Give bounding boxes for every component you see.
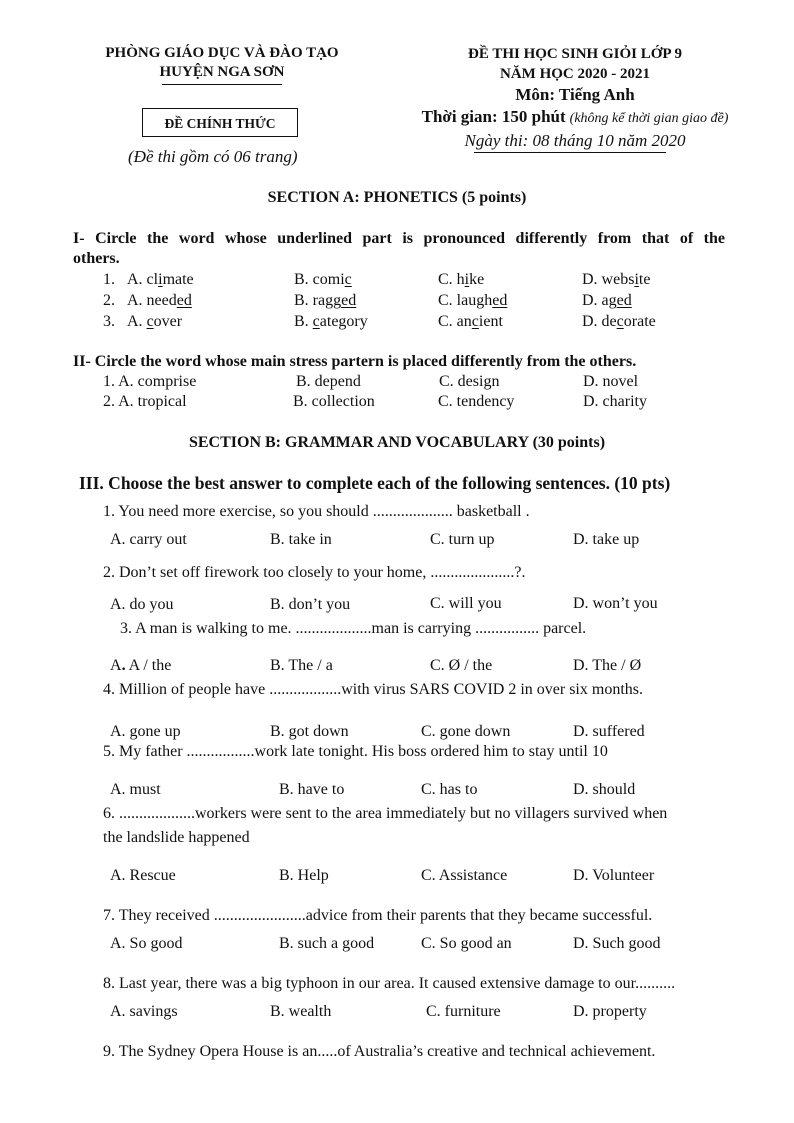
dept-line2: HUYỆN NGA SƠN <box>159 64 285 80</box>
option-c: C. So good an <box>421 935 512 952</box>
option-b: B. category <box>294 313 368 330</box>
option-c: C. Ø / the <box>430 657 493 674</box>
time-label: Thời gian: 150 phút <box>421 107 566 126</box>
question-text: 6. ...................workers were sent to the area immediately but no villagers survived when <box>103 805 668 822</box>
option-d: D. suffered <box>573 723 645 740</box>
option-c: C. tendency <box>438 393 515 410</box>
option-d: D. aged <box>582 292 632 309</box>
option-d: D. should <box>573 781 636 798</box>
row-number: 3. <box>103 313 115 330</box>
option-a: A. carry out <box>110 531 187 548</box>
part3-heading: III. Choose the best answer to complete each of the following sentences. (10 pts) <box>79 473 671 493</box>
option-a: A. gone up <box>110 723 181 740</box>
question-text: 4. Million of people have ..................with virus SARS COVID 2 in over six months. <box>103 681 643 698</box>
option-a: A. must <box>110 781 161 798</box>
option-b: B. The / a <box>270 657 333 674</box>
time-note: (không kể thời gian giao đề) <box>569 111 729 126</box>
option-d: D. website <box>582 271 651 288</box>
option-b: B. wealth <box>270 1003 332 1020</box>
question-text: 2. Don’t set off firework too closely to your home, .....................?. <box>103 564 526 581</box>
option-b: B. take in <box>270 531 332 548</box>
option-a: A. needed <box>127 292 192 309</box>
option-c: C. laughed <box>438 292 508 309</box>
question-text: 3. A man is walking to me. ...................man is carrying ................ parcel. <box>120 620 587 637</box>
option-c: C. design <box>439 373 500 390</box>
option-d: D. novel <box>583 373 639 390</box>
option-c: C. will you <box>430 595 502 612</box>
option-a: A. do you <box>110 596 174 613</box>
option-c: C. furniture <box>426 1003 501 1020</box>
header-left-rule <box>162 84 282 85</box>
option-d: D. won’t you <box>573 595 658 612</box>
question-text: 5. My father .................work late tonight. His boss ordered him to stay until 10 <box>103 743 608 760</box>
exam-date: Ngày thi: 08 tháng 10 năm 2020 <box>464 131 686 150</box>
option-b: B. collection <box>293 393 375 410</box>
option-b: B. have to <box>279 781 345 798</box>
option-b: B. ragged <box>294 292 357 309</box>
option-c: C. ancient <box>438 313 503 330</box>
official-label-box: ĐỀ CHÍNH THỨC <box>142 108 298 137</box>
section-a-title: SECTION A: PHONETICS (5 points) <box>267 189 527 206</box>
option-b: B. such a good <box>279 935 375 952</box>
question-text: 7. They received .......................advice from their parents that they became successful. <box>103 907 653 924</box>
option-c: C. has to <box>421 781 478 798</box>
header-right-rule <box>474 152 666 153</box>
option-d: D. take up <box>573 531 640 548</box>
option-b: B. don’t you <box>270 596 351 613</box>
time-line <box>400 106 750 130</box>
row-number: 1. <box>103 271 115 288</box>
option-a: 2. A. tropical <box>103 393 187 410</box>
option-a: A. cover <box>127 313 183 330</box>
option-b: B. got down <box>270 723 349 740</box>
option-c: C. hike <box>438 271 485 288</box>
header-left <box>82 44 362 82</box>
option-d: D. property <box>573 1003 647 1020</box>
row-number: 2. <box>103 292 115 309</box>
subject: Môn: Tiếng Anh <box>515 85 635 104</box>
question-text-cont: the landslide happened <box>103 829 250 846</box>
question-text: 8. Last year, there was a big typhoon in our area. It caused extensive damage to our.......... <box>103 975 676 992</box>
exam-title: ĐỀ THI HỌC SINH GIỎI LỚP 9 <box>468 46 682 62</box>
option-a: A. A / the <box>110 657 172 674</box>
option-d: D. The / Ø <box>573 657 642 674</box>
option-c: C. turn up <box>430 531 495 548</box>
header-right <box>400 44 750 152</box>
option-d: D. Such good <box>573 935 661 952</box>
option-a: A. savings <box>110 1003 178 1020</box>
option-b: B. depend <box>296 373 361 390</box>
option-c: C. gone down <box>421 723 511 740</box>
option-c: C. Assistance <box>421 867 508 884</box>
section-b-title: SECTION B: GRAMMAR AND VOCABULARY (30 points) <box>188 434 606 451</box>
pages-note: (Đề thi gồm có 06 trang) <box>128 147 298 166</box>
option-d: D. charity <box>583 393 647 410</box>
school-year: NĂM HỌC 2020 - 2021 <box>500 66 650 82</box>
option-a: A. Rescue <box>110 867 176 884</box>
option-a: A. climate <box>127 271 194 288</box>
question-text: 9. The Sydney Opera House is an.....of Australia’s creative and technical achievement. <box>103 1043 656 1060</box>
part2-heading: II- Circle the word whose main stress partern is placed differently from the others. <box>73 353 637 370</box>
option-d: D. decorate <box>582 313 656 330</box>
option-b: B. Help <box>279 867 329 884</box>
option-a: A. So good <box>110 935 183 952</box>
question-text: 1. You need more exercise, so you should .................... basketball . <box>103 503 530 520</box>
option-d: D. Volunteer <box>573 867 655 884</box>
part1-heading-line2: others. <box>73 250 120 267</box>
option-b: B. comic <box>294 271 352 288</box>
option-a: 1. A. comprise <box>103 373 197 390</box>
part1-heading-line1: I- Circle the word whose underlined part is pronounced differently from that of the <box>73 230 725 247</box>
dept-line1: PHÒNG GIÁO DỤC VÀ ĐÀO TẠO <box>105 45 339 61</box>
